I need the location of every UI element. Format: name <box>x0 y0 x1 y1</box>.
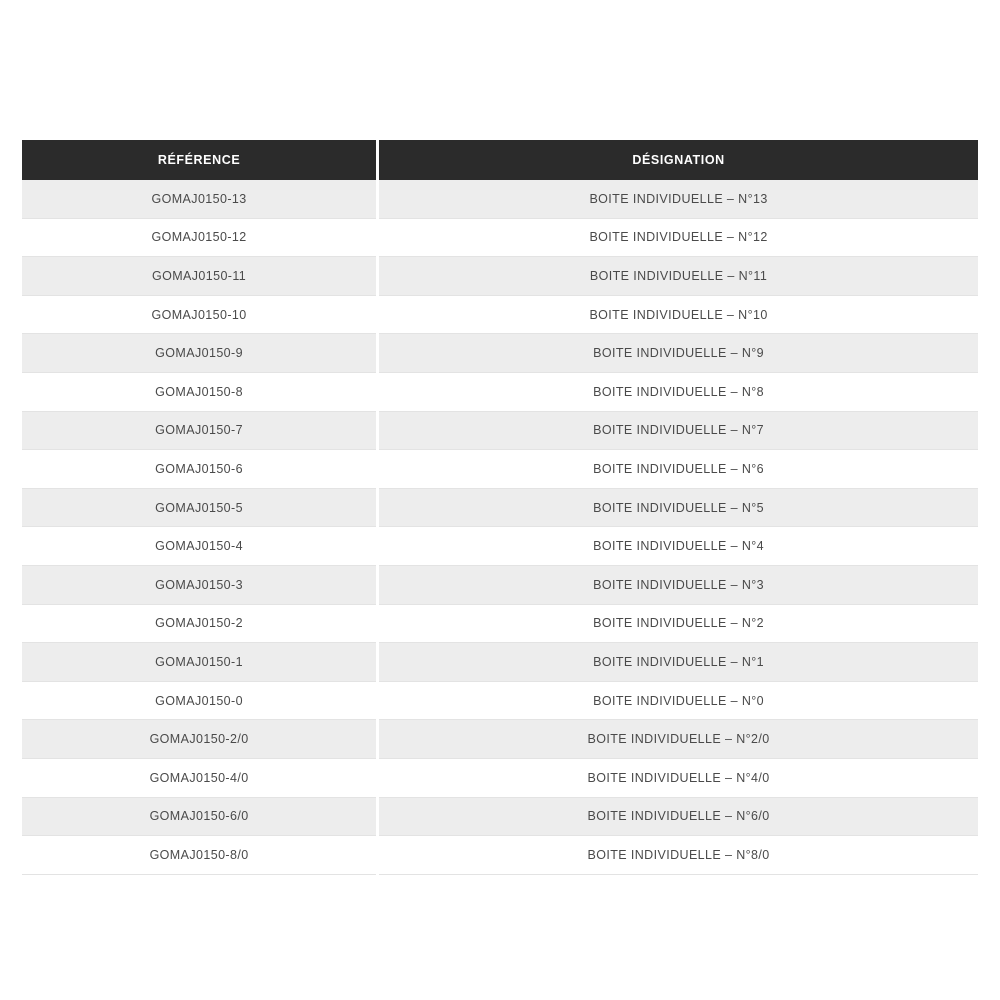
cell-reference: GOMAJ0150-0 <box>22 681 378 720</box>
table-row <box>22 334 978 373</box>
cell-designation: BOITE INDIVIDUELLE – N°2 <box>378 604 978 643</box>
cell-designation: BOITE INDIVIDUELLE – N°4/0 <box>378 758 978 797</box>
table-row <box>22 720 978 759</box>
table-row <box>22 450 978 489</box>
column-header-reference: RÉFÉRENCE <box>22 140 378 180</box>
cell-reference: GOMAJ0150-7 <box>22 411 378 450</box>
cell-reference: GOMAJ0150-4/0 <box>22 758 378 797</box>
cell-designation: BOITE INDIVIDUELLE – N°6/0 <box>378 797 978 836</box>
table-row <box>22 604 978 643</box>
cell-designation: BOITE INDIVIDUELLE – N°8/0 <box>378 836 978 875</box>
cell-designation: BOITE INDIVIDUELLE – N°12 <box>378 218 978 257</box>
cell-reference: GOMAJ0150-9 <box>22 334 378 373</box>
cell-reference: GOMAJ0150-12 <box>22 218 378 257</box>
cell-reference: GOMAJ0150-5 <box>22 488 378 527</box>
cell-designation: BOITE INDIVIDUELLE – N°5 <box>378 488 978 527</box>
cell-reference: GOMAJ0150-11 <box>22 257 378 296</box>
table-row <box>22 681 978 720</box>
table-body <box>22 180 978 874</box>
cell-reference: GOMAJ0150-13 <box>22 180 378 218</box>
reference-designation-table <box>22 140 978 875</box>
cell-designation: BOITE INDIVIDUELLE – N°7 <box>378 411 978 450</box>
cell-designation: BOITE INDIVIDUELLE – N°9 <box>378 334 978 373</box>
cell-reference: GOMAJ0150-8/0 <box>22 836 378 875</box>
cell-designation: BOITE INDIVIDUELLE – N°0 <box>378 681 978 720</box>
cell-reference: GOMAJ0150-4 <box>22 527 378 566</box>
table-row <box>22 565 978 604</box>
table-header-row <box>22 140 978 180</box>
table-row <box>22 218 978 257</box>
reference-designation-table-wrapper <box>22 140 978 875</box>
cell-designation: BOITE INDIVIDUELLE – N°1 <box>378 643 978 682</box>
cell-designation: BOITE INDIVIDUELLE – N°8 <box>378 372 978 411</box>
table-row <box>22 643 978 682</box>
table-row <box>22 372 978 411</box>
cell-designation: BOITE INDIVIDUELLE – N°2/0 <box>378 720 978 759</box>
table-row <box>22 295 978 334</box>
cell-reference: GOMAJ0150-1 <box>22 643 378 682</box>
column-header-designation: DÉSIGNATION <box>378 140 978 180</box>
cell-designation: BOITE INDIVIDUELLE – N°13 <box>378 180 978 218</box>
table-row <box>22 527 978 566</box>
cell-reference: GOMAJ0150-2 <box>22 604 378 643</box>
table-row <box>22 797 978 836</box>
table-row <box>22 488 978 527</box>
cell-designation: BOITE INDIVIDUELLE – N°11 <box>378 257 978 296</box>
table-row <box>22 257 978 296</box>
cell-designation: BOITE INDIVIDUELLE – N°4 <box>378 527 978 566</box>
table-row <box>22 411 978 450</box>
cell-reference: GOMAJ0150-3 <box>22 565 378 604</box>
cell-designation: BOITE INDIVIDUELLE – N°10 <box>378 295 978 334</box>
table-row <box>22 180 978 218</box>
cell-reference: GOMAJ0150-10 <box>22 295 378 334</box>
cell-designation: BOITE INDIVIDUELLE – N°6 <box>378 450 978 489</box>
cell-reference: GOMAJ0150-8 <box>22 372 378 411</box>
table-header <box>22 140 978 180</box>
cell-reference: GOMAJ0150-6 <box>22 450 378 489</box>
table-row <box>22 758 978 797</box>
cell-designation: BOITE INDIVIDUELLE – N°3 <box>378 565 978 604</box>
cell-reference: GOMAJ0150-6/0 <box>22 797 378 836</box>
table-row <box>22 836 978 875</box>
cell-reference: GOMAJ0150-2/0 <box>22 720 378 759</box>
